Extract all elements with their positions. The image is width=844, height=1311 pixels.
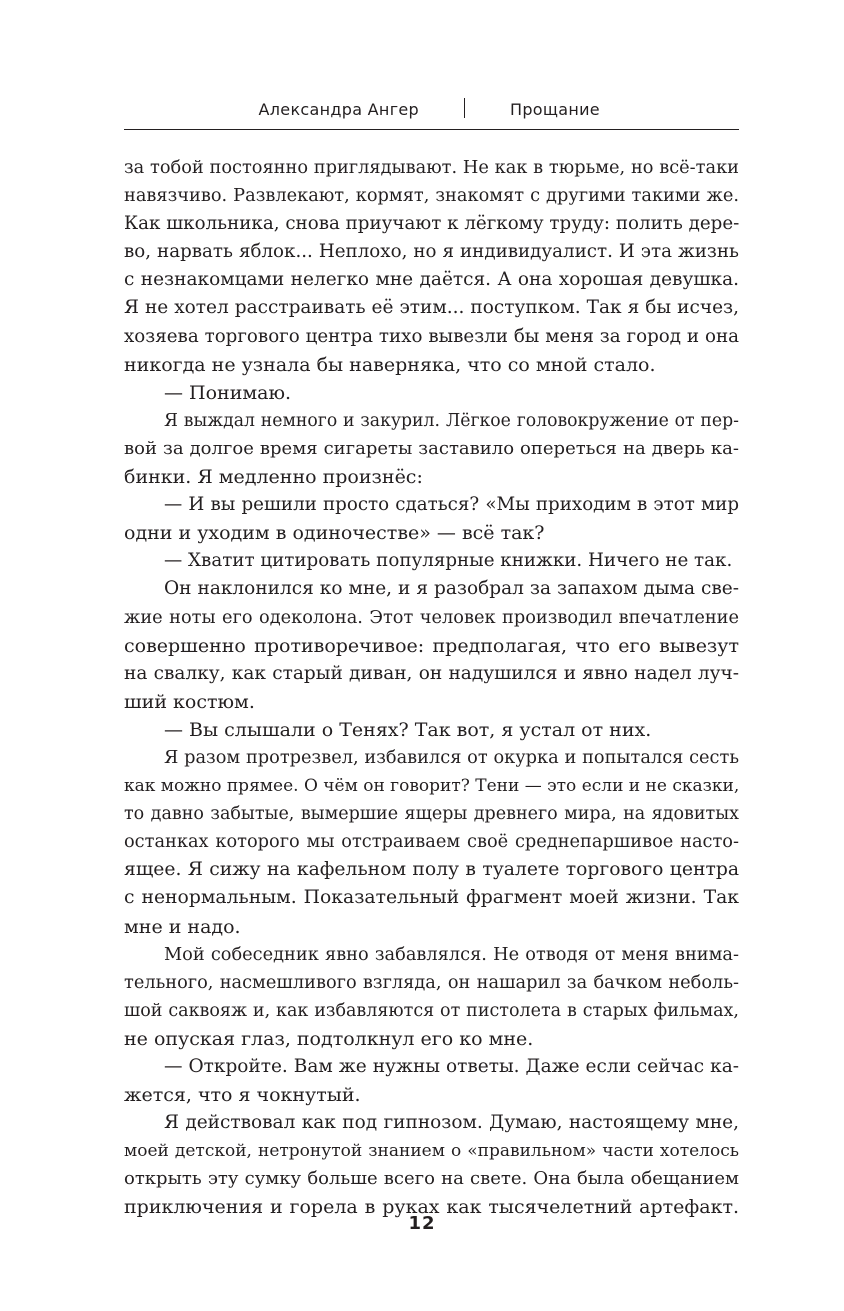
text-line: открыть эту сумку больше всего на свете. Она была обещанием (124, 1168, 739, 1190)
text-line: — Откройте. Вам же нужны ответы. Даже если сейчас ка- (164, 1056, 739, 1077)
text-line: не опуская глаз, подтолкнул его ко мне. (124, 1027, 534, 1050)
running-head (124, 98, 739, 120)
text-line: совершенно противоречивое: предполагая, что его вывезут (124, 634, 739, 657)
text-line: Он наклонился ко мне, и я разобрал за запахом дыма све- (164, 578, 739, 600)
text-line: приключения и горела в руках как тысячелетний артефакт. (124, 1196, 739, 1219)
text-line: хозяева торгового центра тихо вывезли бы меня за город и она (124, 325, 739, 347)
text-line: шой саквояж и, как избавляются от пистолета в старых фильмах, (124, 1000, 739, 1021)
header-separator (464, 98, 465, 118)
text-line: моей детской, нетронутой знанием о «правильном» части хотелось (124, 1141, 739, 1162)
text-line: Я не хотел расстраивать её этим... поступком. Так я бы исчез, (124, 297, 739, 319)
text-line: навязчиво. Развлекают, кормят, знакомят с другими такими же. (124, 186, 739, 207)
text-line: с незнакомцами нелегко мне даётся. А она хорошая девушка. (124, 269, 739, 291)
text-line: то давно забытые, вымершие ящеры древнего мира, на ядовитых (124, 804, 739, 825)
text-line: одни и уходим в одиночестве» — всё так? (124, 522, 545, 545)
text-line: вой за долгое время сигареты заставило опереться на дверь ка- (124, 437, 739, 459)
author-name: Александра Ангер (258, 100, 419, 119)
text-line: Как школьника, снова приучают к лёгкому труду: полить дере- (124, 213, 739, 235)
text-line: мне и надо. (124, 915, 241, 938)
text-line: — Вы слышали о Тенях? Так вот, я устал от них. (164, 718, 652, 741)
text-line: — Хватит цитировать популярные книжки. Ничего не так. (164, 550, 733, 572)
text-line: жется, что я чокнутый. (124, 1084, 361, 1107)
text-line: бинки. Я медленно произнёс: (124, 466, 423, 489)
text-line: никогда не узнала бы наверняка, что со мной стало. (124, 353, 656, 376)
text-line: за тобой постоянно приглядывают. Не как в тюрьме, но всё-таки (124, 158, 739, 178)
text-line: тельного, насмешливого взгляда, он нашарил за бачком неболь- (124, 972, 739, 993)
body-text (124, 154, 739, 1222)
text-line: Я разом протрезвел, избавился от окурка и попытался сесть (164, 747, 739, 768)
text-line: Я выждал немного и закурил. Лёгкое головокружение от пер- (164, 410, 739, 431)
text-line: как можно прямее. О чём он говорит? Тени — это если и не сказки, (124, 776, 739, 797)
text-line: ший костюм. (124, 690, 255, 713)
text-line: — И вы решили просто сдаться? «Мы приходим в этот мир (164, 494, 739, 516)
text-line: жие ноты его одеколона. Этот человек производил впечатление (124, 607, 739, 628)
text-line: во, нарвать яблок... Неплохо, но я индивидуалист. И эта жизнь (124, 241, 739, 263)
text-line: с ненормальным. Показательный фрагмент моей жизни. Так (124, 887, 739, 909)
book-title: Прощание (510, 100, 600, 119)
text-line: — Понимаю. (164, 381, 292, 404)
text-line: Я действовал как под гипнозом. Думаю, настоящему мне, (164, 1112, 739, 1134)
text-line: Мой собеседник явно забавлялся. Не отводя от меня внима- (164, 944, 739, 965)
text-line: на свалку, как старый диван, он надушился и явно надел луч- (124, 662, 739, 684)
header-rule (124, 129, 739, 130)
text-line: ящее. Я сижу на кафельном полу в туалете торгового центра (124, 859, 739, 881)
text-line: останках которого мы отстраиваем своё среднепаршивое насто- (124, 832, 739, 853)
page-number: 12 (408, 1213, 436, 1234)
